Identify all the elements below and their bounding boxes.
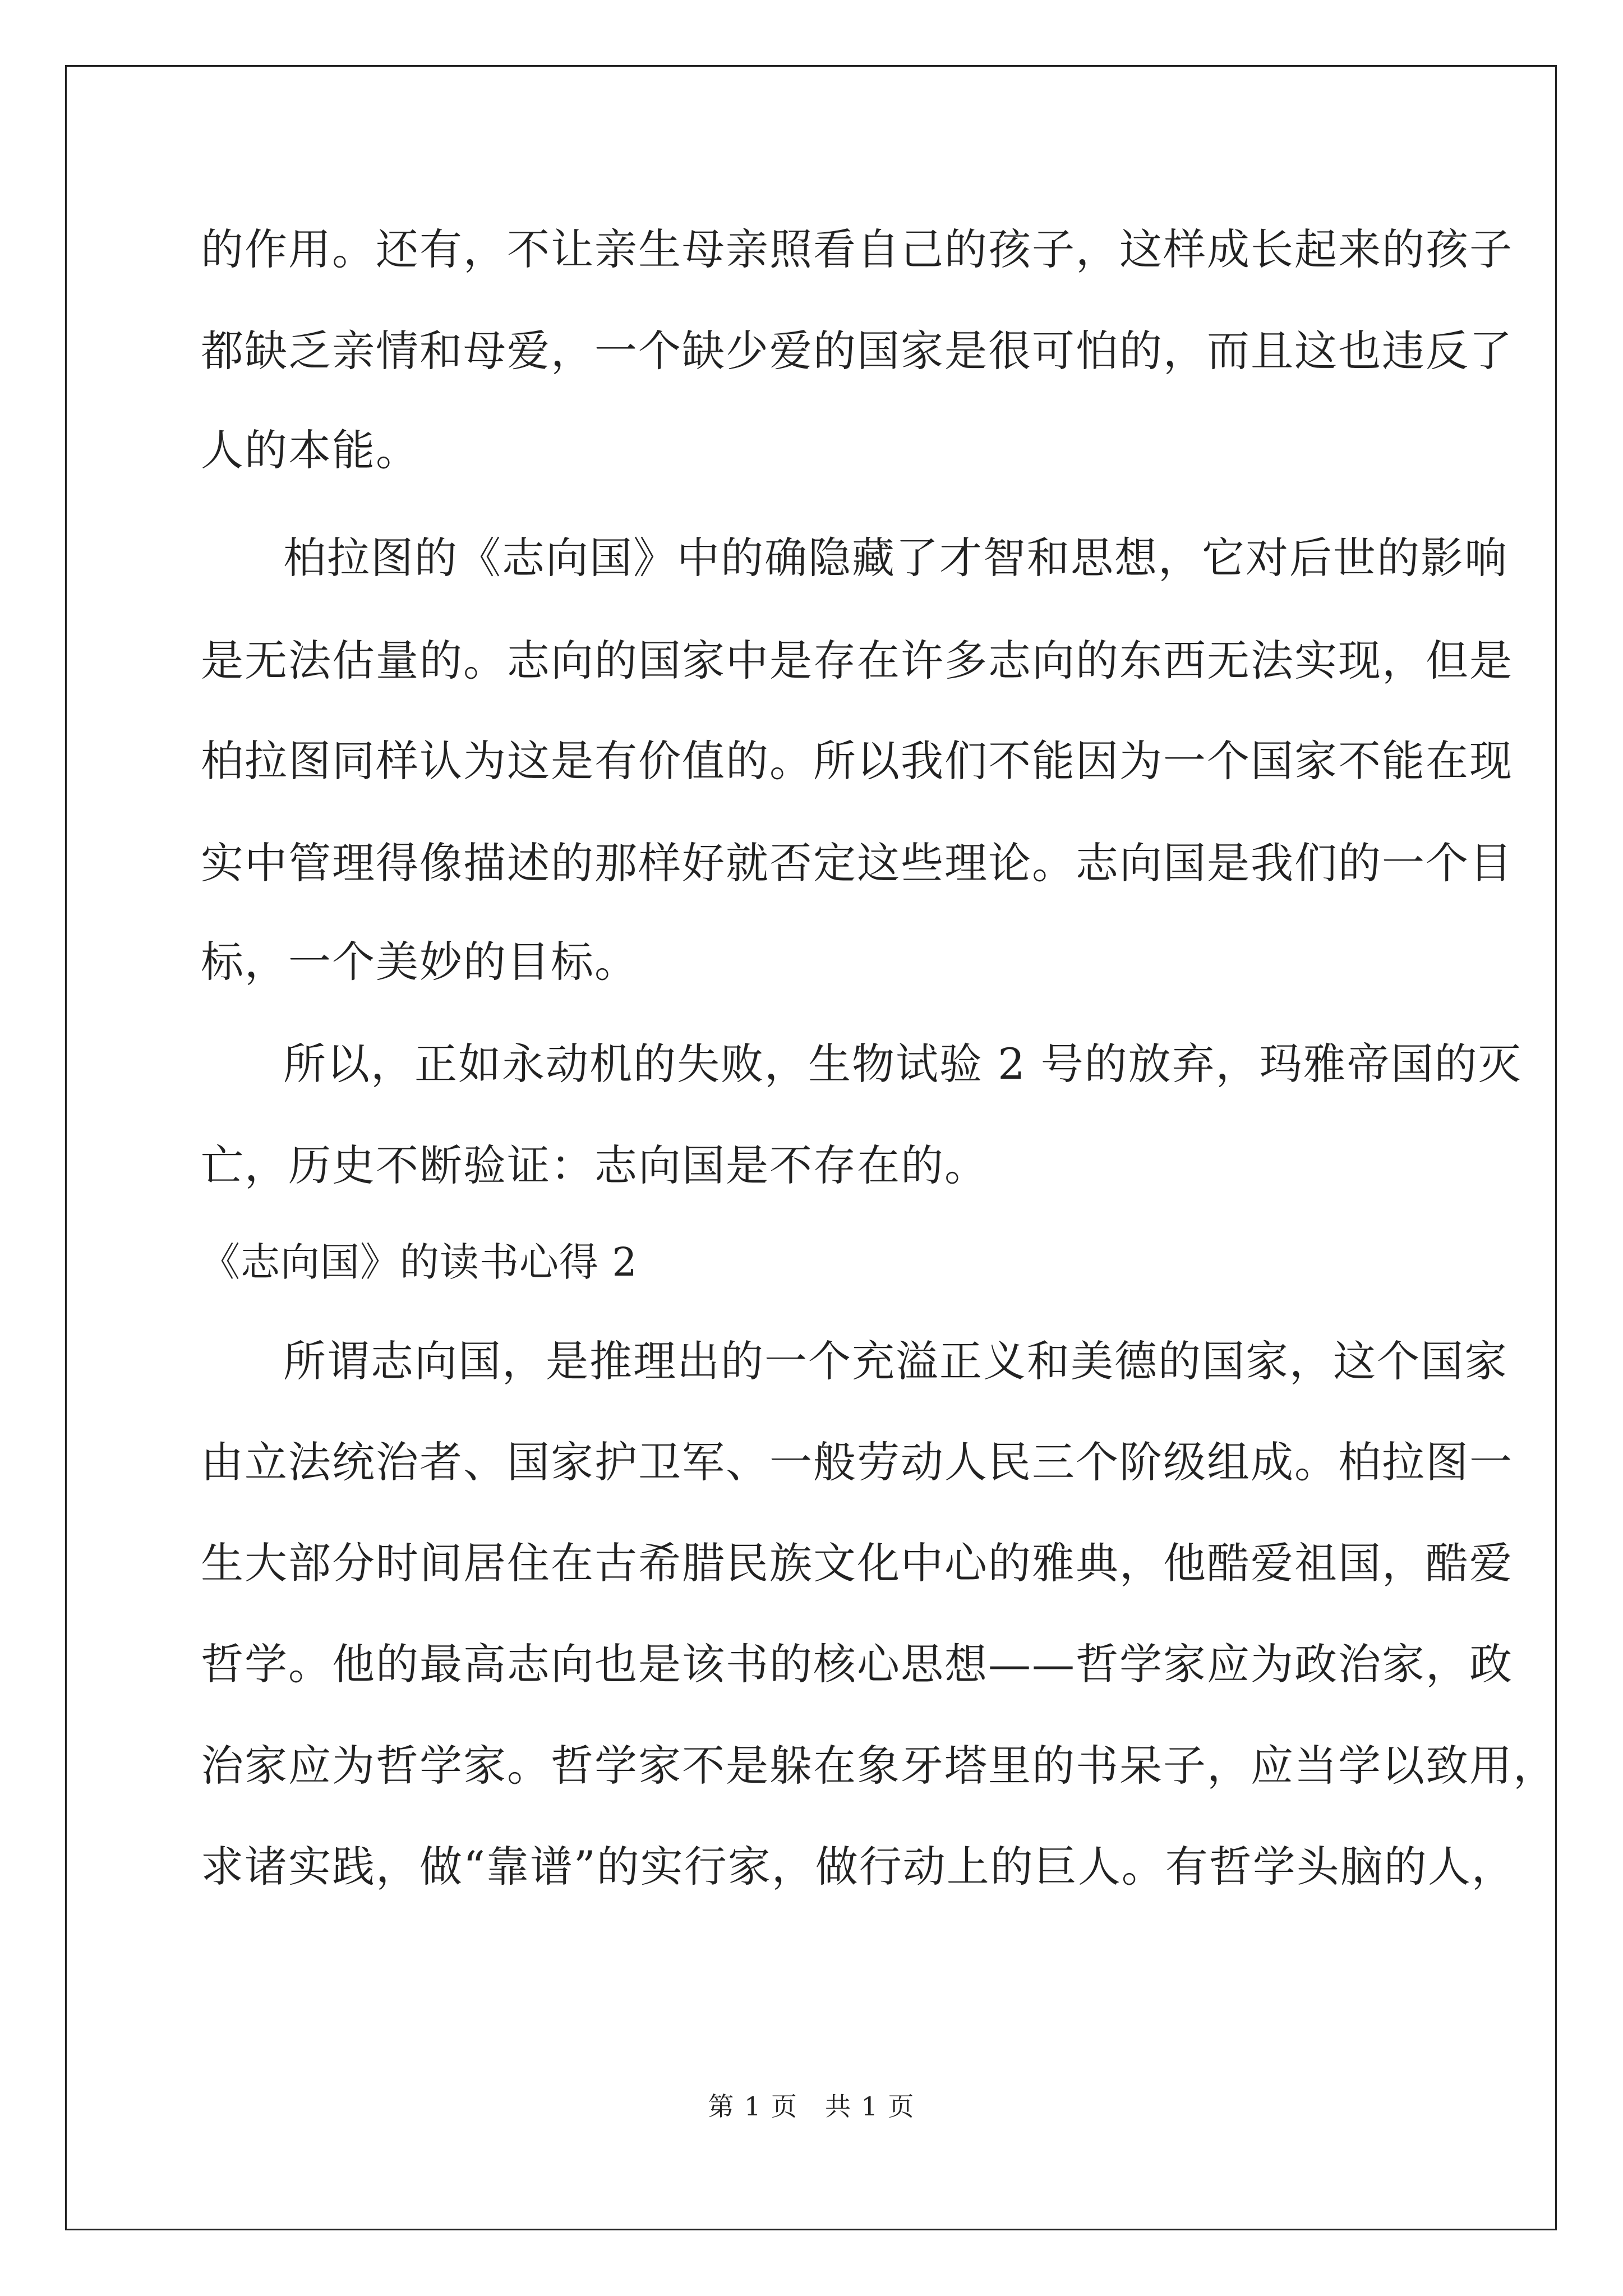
- body-text-line: 实中管理得像描述的那样好就否定这些理论。志向国是我们的一个目: [201, 838, 1513, 888]
- body-text-line: 由立法统治者、国家护卫军、一般劳动人民三个阶级组成。柏拉图一: [201, 1437, 1513, 1487]
- section-heading: 《志向国》的读书心得 2: [201, 1239, 638, 1285]
- body-text-line: 治家应为哲学家。哲学家不是躲在象牙塔里的书呆子，应当学以致用，: [201, 1741, 1557, 1791]
- body-text-line: 标，一个美妙的目标。: [201, 937, 638, 987]
- body-text-line: 的作用。还有，不让亲生母亲照看自己的孩子，这样成长起来的孩子: [201, 224, 1513, 274]
- body-text-line: 生大部分时间居住在古希腊民族文化中心的雅典，他酷爱祖国，酷爱: [201, 1538, 1513, 1588]
- body-text-line: 柏拉图同样认为这是有价值的。所以我们不能因为一个国家不能在现: [201, 736, 1513, 786]
- body-text-line: 都缺乏亲情和母爱，一个缺少爱的国家是很可怕的，而且这也违反了: [201, 326, 1513, 376]
- body-text-line: 人的本能。: [201, 425, 419, 475]
- paragraph-first-line: 所谓志向国，是推理出的一个充溢正义和美德的国家，这个国家: [283, 1336, 1508, 1386]
- body-text-line: 是无法估量的。志向的国家中是存在许多志向的东西无法实现，但是: [201, 636, 1513, 685]
- paragraph-first-line: 所以，正如永动机的失败，生物试验 2 号的放弃，玛雅帝国的灭: [283, 1039, 1522, 1089]
- page-footer: 第 1 页 共 1 页: [708, 2091, 915, 2122]
- body-text-line: 哲学。他的最高志向也是该书的核心思想——哲学家应为政治家，政: [201, 1639, 1513, 1689]
- body-text-line: 亡，历史不断验证：志向国是不存在的。: [201, 1140, 988, 1190]
- body-text-line: 求诸实践，做“靠谱”的实行家，做行动上的巨人。有哲学头脑的人，: [201, 1842, 1515, 1892]
- paragraph-first-line: 柏拉图的《志向国》中的确隐藏了才智和思想，它对后世的影响: [283, 533, 1508, 583]
